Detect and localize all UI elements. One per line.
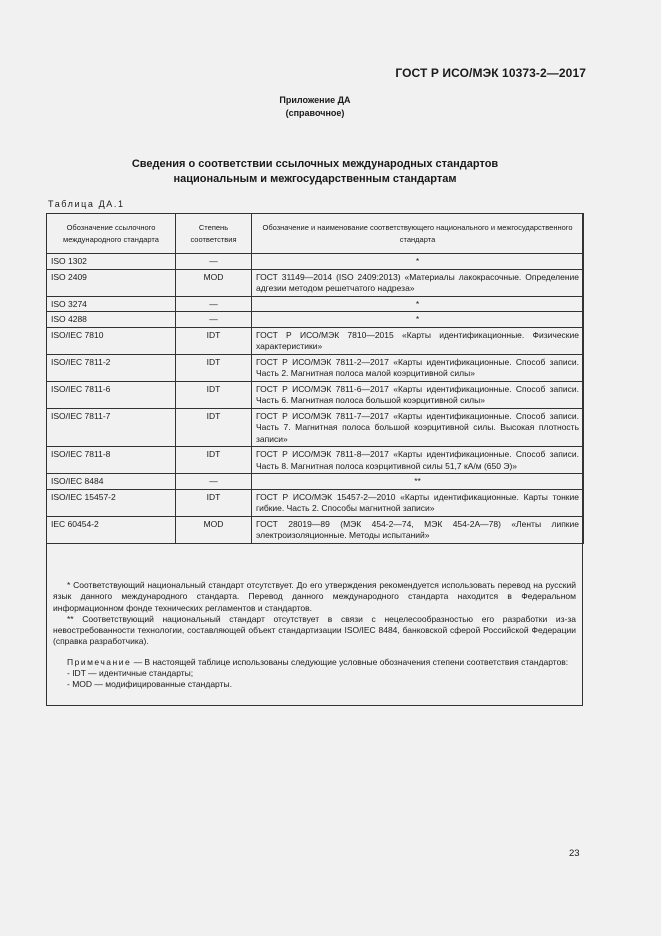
degree-cell: IDT [176,354,252,381]
table-row [47,327,584,354]
note-paragraph [53,657,576,668]
table-row [47,447,584,474]
ref-cell: ISO/IEC 8484 [47,474,176,490]
table-row [47,516,584,543]
table-row [47,269,584,296]
ref-cell: ISO/IEC 7811-6 [47,381,176,408]
ref-cell: ISO/IEC 15457-2 [47,489,176,516]
section-heading-line1: Сведения о соответствии ссылочных международных стандартов [131,158,499,170]
degree-cell: — [176,296,252,312]
table-row [47,296,584,312]
header-degree: Степень соответствия [176,214,252,254]
degree-cell: MOD [176,516,252,543]
national-cell: ГОСТ Р ИСО/МЭК 7811-8—2017 «Карты идентификационные. Способ записи. Часть 8. Магнитная полоса коэрцитивной силы 51,7 кА/м (650 Э)» [252,447,584,474]
table-row [47,408,584,447]
note-label: Примечание [67,656,132,667]
table-row [47,312,584,328]
national-cell: ГОСТ Р ИСО/МЭК 7811-2—2017 «Карты идентификационные. Способ записи. Часть 2. Магнитная полоса малой коэрцитивной силы» [252,354,584,381]
footnote-single-star: * Соответствующий национальный стандарт отсутствует. До его утверждения рекомендуется использовать перевод на русский язык данного международного стандарта. Перевод данного международного стандарта находится в Федеральном информационном фонде технических регламентов и стандартов. [53,580,576,613]
ref-cell: ISO 4288 [47,312,176,328]
national-cell: ГОСТ Р ИСО/МЭК 7811-6—2017 «Карты идентификационные. Способ записи. Часть 6. Магнитная полоса большой коэрцитивной силы» [252,381,584,408]
note-item-mod: - MOD — модифицированные стандарты. [67,679,232,690]
ref-cell: ISO/IEC 7810 [47,327,176,354]
degree-cell: IDT [176,381,252,408]
annex-title: Приложение ДА [279,95,351,105]
note-item-idt: - IDT — идентичные стандарты; [67,668,194,679]
national-cell: ГОСТ Р ИСО/МЭК 7811-7—2017 «Карты идентификационные. Способ записи. Часть 7. Магнитная полоса большой коэрцитивной силы. Высокая плотность записи» [252,408,584,447]
header-national-standard: Обозначение и наименование соответствующего национального и межгосударственного стандарта [252,214,584,254]
table-row [47,254,584,270]
degree-cell: IDT [176,447,252,474]
table-row [47,474,584,490]
annex-subtitle: (справочное) [285,108,345,118]
degree-cell: — [176,474,252,490]
national-cell: * [252,312,584,328]
ref-cell: ISO 1302 [47,254,176,270]
standard-code: ГОСТ Р ИСО/МЭК 10373-2—2017 [395,66,586,80]
table-row [47,381,584,408]
ref-cell: ISO 3274 [47,296,176,312]
degree-cell: — [176,254,252,270]
note-text: — В настоящей таблице использованы следующие условные обозначения степени соответствия стандартов: [131,656,569,667]
national-cell: * [252,296,584,312]
ref-cell: ISO/IEC 7811-7 [47,408,176,447]
footnote-double-star: ** Соответствующий национальный стандарт отсутствует в связи с нецелесообразностью его разработки из-за невостребованности технологии, составляющей объект стандартизации ISO/IEC 8484, банковской сферой Российской Федерации (справка разработчика). [53,613,576,647]
table-header-row [47,214,584,254]
table-caption: Таблица ДА.1 [48,199,125,209]
national-cell: ** [252,474,584,490]
degree-cell: IDT [176,489,252,516]
national-cell: ГОСТ Р ИСО/МЭК 15457-2—2010 «Карты идентификационные. Карты тонкие гибкие. Часть 2. Способы магнитной записи» [252,489,584,516]
degree-cell: IDT [176,408,252,447]
degree-cell: IDT [176,327,252,354]
section-heading-line2: национальным и межгосударственным стандартам [173,173,457,185]
correspondence-table [46,213,584,544]
national-cell: ГОСТ Р ИСО/МЭК 7810—2015 «Карты идентификационные. Физические характеристики» [252,327,584,354]
header-ref-standard: Обозначение ссылочного международного стандарта [47,214,176,254]
degree-cell: MOD [176,269,252,296]
table-row [47,354,584,381]
degree-cell: — [176,312,252,328]
table-row [47,489,584,516]
page-number: 23 [569,848,580,859]
table-notes [53,580,576,691]
national-cell: ГОСТ 31149—2014 (ISO 2409:2013) «Материалы лакокрасочные. Определение адгезии методом решетчатого надреза» [252,269,584,296]
national-cell: * [252,254,584,270]
ref-cell: IEC 60454-2 [47,516,176,543]
ref-cell: ISO/IEC 7811-2 [47,354,176,381]
ref-cell: ISO/IEC 7811-8 [47,447,176,474]
ref-cell: ISO 2409 [47,269,176,296]
national-cell: ГОСТ 28019—89 (МЭК 454-2—74, МЭК 454-2А—78) «Ленты липкие электроизоляционные. Методы испытаний» [252,516,584,543]
